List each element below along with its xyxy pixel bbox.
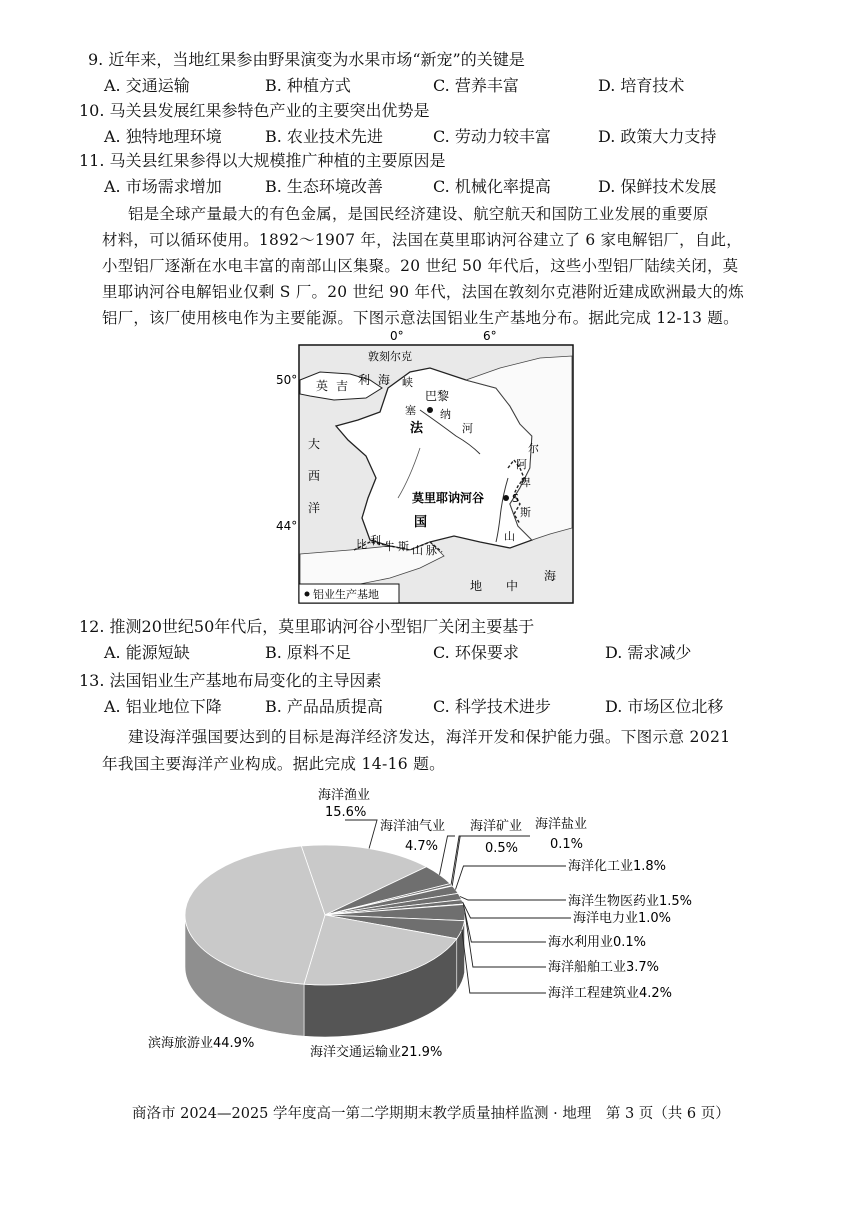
label-pyrenees-6: 脉	[426, 544, 437, 557]
label-atlantic-2: 西	[308, 469, 321, 483]
q12-option-d: D. 需求减少	[605, 643, 692, 662]
passage2-line-2: 年我国主要海洋产业构成。据此完成 14-16 题。	[102, 755, 446, 773]
q9-option-a: A. 交通运输	[104, 76, 190, 95]
label-med-1: 地	[470, 579, 483, 593]
slice-label-transport: 海洋交通运输业21.9%	[310, 1045, 443, 1060]
slice-label-biomed: 海洋生物医药业1.5%	[568, 894, 693, 909]
leader-line-海洋工程建筑业	[462, 930, 546, 993]
slice-label-desal: 海水利用业0.1%	[548, 935, 647, 950]
passage1-line-3: 小型铝厂逐渐在水电丰富的南部山区集聚。20 世纪 50 年代后，这些小型铝厂陆续关闭，莫	[102, 257, 739, 275]
question-stem: 推测20世纪50年代后，莫里耶讷河谷小型铝厂关闭主要基于	[109, 617, 535, 636]
label-paris: 巴黎	[425, 389, 450, 403]
slice-label-chemical: 海洋化工业1.8%	[568, 859, 667, 874]
label-france-1: 法	[410, 421, 424, 436]
label-hai: 海	[378, 373, 391, 387]
leader-line-海洋渔业	[345, 820, 377, 849]
pie-slices	[185, 845, 465, 1037]
label-alps-4: 斯	[520, 506, 531, 519]
label-atlantic-3: 洋	[308, 501, 321, 515]
question-stem: 近年来，当地红果参由野果演变为水果市场“新宠”的关键是	[108, 50, 525, 69]
q9-option-b: B. 种植方式	[265, 76, 351, 95]
lon-label-6: 6°	[483, 329, 497, 343]
q11-option-d: D. 保鲜技术发展	[598, 177, 717, 196]
label-pyrenees-1: 比	[356, 538, 367, 551]
slice-label-fishery-value: 15.6%	[325, 805, 367, 820]
label-france-2: 国	[414, 515, 428, 530]
q12-option-a: A. 能源短缺	[104, 643, 190, 662]
leader-line-海洋电力业	[463, 902, 571, 918]
label-atlantic-1: 大	[308, 437, 321, 451]
q13-option-d: D. 市场区位北移	[605, 697, 724, 716]
label-seine-1: 塞	[405, 404, 416, 417]
q13-option-a: A. 铝业地位下降	[104, 697, 222, 716]
slice-label-tourism: 滨海旅游业44.9%	[148, 1036, 255, 1051]
passage1-line-4: 里耶讷河谷电解铝业仅剩 S 厂。20 世纪 90 年代，法国在敦刻尔克港附近建成欧洲最大的炼	[102, 283, 745, 301]
passage1-line-5: 铝厂，该厂使用核电作为主要能源。下图示意法国铝业生产基地分布。据此完成 12-13 题。	[102, 309, 739, 327]
label-seine-2: 纳	[440, 408, 451, 421]
slice-label-oilgas-value: 4.7%	[405, 839, 439, 854]
label-li: 利	[358, 373, 371, 387]
leader-line-海水利用业	[463, 904, 546, 942]
q13-option-b: B. 产品品质提高	[265, 697, 383, 716]
q10-option-c: C. 劳动力较丰富	[433, 127, 551, 146]
slice-label-oilgas-name: 海洋油气业	[380, 819, 446, 834]
leader-line-海洋化工业	[455, 866, 566, 890]
label-s-plant: S	[512, 492, 519, 505]
q11-option-a: A. 市场需求增加	[104, 177, 222, 196]
label-ji: 吉	[336, 379, 349, 393]
slice-label-ship: 海洋船舶工业3.7%	[548, 960, 660, 975]
q12-option-b: B. 原料不足	[265, 643, 351, 662]
slice-label-fishery-name: 海洋渔业	[318, 788, 371, 803]
legend-label: 铝业生产基地	[313, 588, 379, 601]
slice-label-mining-name: 海洋矿业	[470, 819, 523, 834]
label-alps-5: 山	[504, 530, 515, 543]
passage1-line-2: 材料，可以循环使用。1892～1907 年，法国在莫里耶讷河谷建立了 6 家电解铝厂，自此，	[102, 231, 742, 249]
label-pyrenees-2: 利	[370, 534, 381, 547]
question-number: 12.	[79, 617, 105, 636]
q9-option-d: D. 培育技术	[598, 76, 685, 95]
question-number: 13.	[79, 671, 105, 690]
label-england: 英	[316, 379, 329, 393]
question-stem: 马关县红果参得以大规模推广种植的主要原因是	[109, 151, 446, 170]
lon-label-0: 0°	[390, 329, 404, 343]
label-strait: 峡	[402, 376, 413, 389]
slice-label-salt-name: 海洋盐业	[535, 817, 588, 832]
passage2-line-1: 建设海洋强国要达到的目标是海洋经济发达，海洋开发和保护能力强。下图示意 2021	[128, 728, 731, 746]
label-alps-2: 尔	[528, 442, 539, 455]
label-pyrenees-3: 牛	[384, 540, 395, 553]
question-number: 9.	[88, 50, 104, 69]
q10-option-b: B. 农业技术先进	[265, 127, 383, 146]
label-seine-3: 河	[462, 422, 473, 435]
question-stem: 法国铝业生产基地布局变化的主导因素	[109, 671, 382, 690]
page-footer: 商洛市 2024—2025 学年度高一第二学期期末教学质量抽样监测 · 地理 第 3 页（共 6 页）	[132, 1106, 730, 1122]
lat-label-44: 44°	[276, 519, 298, 533]
lat-label-50: 50°	[276, 373, 298, 387]
label-pyrenees-5: 山	[412, 544, 423, 557]
q11-option-c: C. 机械化率提高	[433, 177, 551, 196]
passage1-line-1: 铝是全球产量最大的有色金属，是国民经济建设、航空航天和国防工业发展的重要原	[128, 205, 709, 223]
label-alps-1: 阿	[516, 458, 527, 471]
label-med-2: 中	[506, 579, 519, 593]
q12-option-c: C. 环保要求	[433, 643, 519, 662]
question-number: 10.	[79, 101, 105, 120]
q9-option-c: C. 营养丰富	[433, 76, 519, 95]
slice-label-power: 海洋电力业1.0%	[573, 911, 672, 926]
leader-line-海洋油气业	[440, 836, 455, 875]
slice-label-engineering: 海洋工程建筑业4.2%	[548, 986, 673, 1001]
q10-option-d: D. 政策大力支持	[598, 127, 717, 146]
question-number: 11.	[79, 151, 105, 170]
label-med-3: 海	[544, 569, 557, 583]
label-alps-3: 卑	[520, 476, 531, 489]
leader-line-海洋船舶工业	[465, 913, 546, 967]
q13-option-c: C. 科学技术进步	[433, 697, 551, 716]
label-pyrenees-4: 斯	[398, 540, 409, 553]
q10-option-a: A. 独特地理环境	[104, 127, 222, 146]
leader-line-海洋生物医药业	[460, 897, 566, 900]
label-maurienne: 莫里耶讷河谷	[412, 491, 485, 505]
slice-label-salt-value: 0.1%	[550, 837, 584, 852]
slice-label-mining-value: 0.5%	[485, 841, 519, 856]
question-stem: 马关县发展红果参特色产业的主要突出优势是	[109, 101, 430, 120]
q11-option-b: B. 生态环境改善	[265, 177, 383, 196]
label-dunkirk: 敦刻尔克	[368, 350, 412, 363]
